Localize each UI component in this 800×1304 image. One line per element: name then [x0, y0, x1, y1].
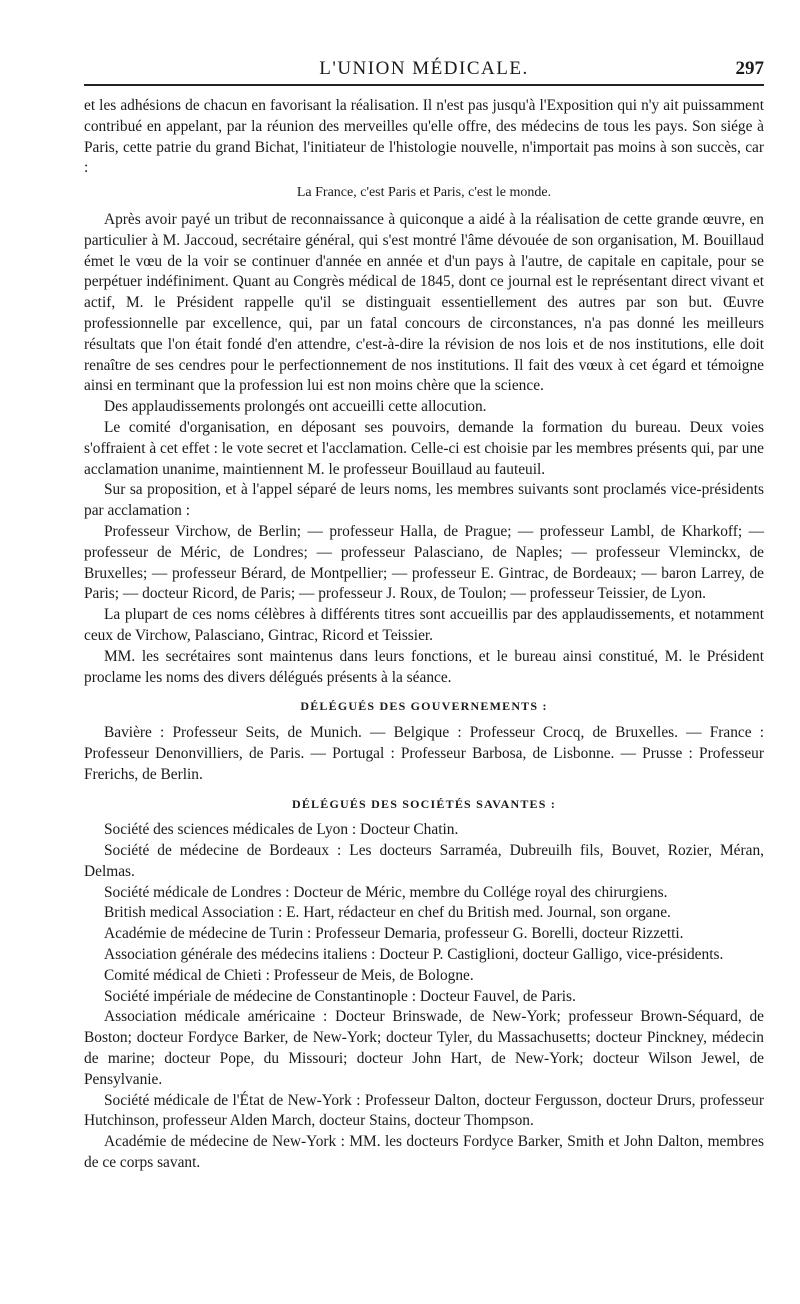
quote-line: La France, c'est Paris et Paris, c'est le monde. [296, 185, 552, 201]
paragraph: La plupart de ces noms célèbres à différents titres sont accueillis par des applaudissements, et notamment ceux de Virchow, Palasciano, Gintrac, Ricord et Teissier. [84, 606, 764, 644]
society-entry: Association médicale américaine : Docteur Brinswade, de New-York; professeur Brown-Séquard, de Boston; docteur Fordyce Barker, de New-York; docteur Tyler, du Massachusetts; docteur Pinckney, médecin de marine; docteur Pope, du Missouri; docteur John Hart, de New-York; docteur Wilson Jewel, de Pensylvanie. [84, 1008, 764, 1088]
body-text [84, 96, 764, 1174]
paragraph: Professeur Virchow, de Berlin; — professeur Halla, de Prague; — professeur Lambl, de Kharkoff; — professeur de Méric, de Londres; — professeur Palasciano, de Naples; — professeur Vleminckx, de Bruxelles; — professeur Bérard, de Montpellier; — professeur E. Gintrac, de Bordeaux; — baron Larrey, de Paris; — docteur Ricord, de Paris; — professeur J. Roux, de Toulon; — professeur Teissier, de Lyon. [84, 522, 764, 603]
society-entry: Comité médical de Chieti : Professeur de Meis, de Bologne. [104, 966, 474, 984]
paragraph: Sur sa proposition, et à l'appel séparé de leurs noms, les membres suivants sont proclamés vice-présidents par acclamation : [84, 481, 764, 520]
society-entry: British medical Association : E. Hart, rédacteur en chef du British med. Journal, son organe. [104, 904, 671, 922]
section-heading-societies: DÉLÉGUÉS DES SOCIÉTÉS SAVANTES : [291, 796, 557, 811]
section-heading-governments: DÉLÉGUÉS DES GOUVERNEMENTS : [300, 699, 548, 714]
running-title: L'UNION MÉDICALE. [319, 58, 529, 79]
header-rule [84, 84, 764, 86]
page-header [84, 52, 764, 82]
society-entry: Académie de médecine de Turin : Professeur Demaria, professeur G. Borelli, docteur Rizzetti. [104, 925, 684, 943]
society-entry: Société des sciences médicales de Lyon : Docteur Chatin. [104, 821, 459, 839]
paragraph: Bavière : Professeur Seits, de Munich. — Belgique : Professeur Crocq, de Bruxelles. — France : Professeur Denonvilliers, de Paris. — Portugal : Professeur Barbosa, de Lisbonne. — Prusse : Professeur Frerichs, de Berlin. [84, 724, 764, 783]
society-entry: Société de médecine de Bordeaux : Les docteurs Sarraméa, Dubreuilh fils, Bouvet, Rozier, Méran, Delmas. [84, 842, 764, 880]
society-entry: Académie de médecine de New-York : MM. les docteurs Fordyce Barker, Smith et John Dalton, membres de ce corps savant. [84, 1133, 764, 1172]
society-entry: Société médicale de Londres : Docteur de Méric, membre du Collége royal des chirurgiens. [104, 883, 668, 901]
paragraph: Après avoir payé un tribut de reconnaissance à quiconque a aidé à la réalisation de cette grande œuvre, en particulier à M. Jaccoud, secrétaire général, qui s'est montré l'âme dévouée de son organisation, M. Bouillaud émet le vœu de la voir se continuer d'année en année et d'un pays à l'autre, de capitale en capitale, pour se perpétuer indéfiniment. Quant au Congrès médical de 1845, dont ce journal est le représentant direct vivant et actif, M. le Président rappelle qu'il se distinguait essentiellement des autres par son but. Œuvre professionnelle par excellence, qui, par un fatal concours de circonstances, n'a pas donné les meilleurs résultats que l'on était fondé d'en attendre, c'est-à-dire la révision de nos lois et de nos institutions, elle doit renaître de ses cendres pour le perfectionnement de nos institutions. Il fait des vœux à cet égard et témoigne ainsi en terminant que la profession lui est non moins chère que la science. [84, 210, 764, 395]
paragraph: MM. les secrétaires sont maintenus dans leurs fonctions, et le bureau ainsi constitué, M. le Président proclame les noms des divers délégués présents à la séance. [84, 647, 764, 686]
society-entry: Société impériale de médecine de Constantinople : Docteur Fauvel, de Paris. [104, 987, 576, 1005]
paragraph: Des applaudissements prolongés ont accueilli cette allocution. [104, 398, 487, 416]
society-entry: Association générale des médecins italiens : Docteur P. Castiglioni, docteur Galligo, vice-présidents. [104, 946, 724, 964]
page-number: 297 [735, 58, 764, 79]
paragraph: Le comité d'organisation, en déposant ses pouvoirs, demande la formation du bureau. Deux voies s'offraient à cet effet : le vote secret et l'acclamation. Celle-ci est choisie par les membres présents qui, par une acclamation unanime, maintiennent M. le professeur Bouillaud au fauteuil. [84, 418, 764, 478]
society-entry: Société médicale de l'État de New-York : Professeur Dalton, docteur Fergusson, docteur Drurs, professeur Hutchinson, professeur Alden March, docteur Stains, docteur Thompson. [84, 1091, 764, 1130]
paragraph: et les adhésions de chacun en favorisant la réalisation. Il n'est pas jusqu'à l'Exposition qui n'y ait puissamment contribué en appelant, par la réunion des merveilles qu'elle offre, des médecins de tous les pays. Son siége à Paris, cette patrie du grand Bichat, l'initiateur de l'histologie nouvelle, n'importait pas moins à son succès, car : [84, 97, 764, 177]
